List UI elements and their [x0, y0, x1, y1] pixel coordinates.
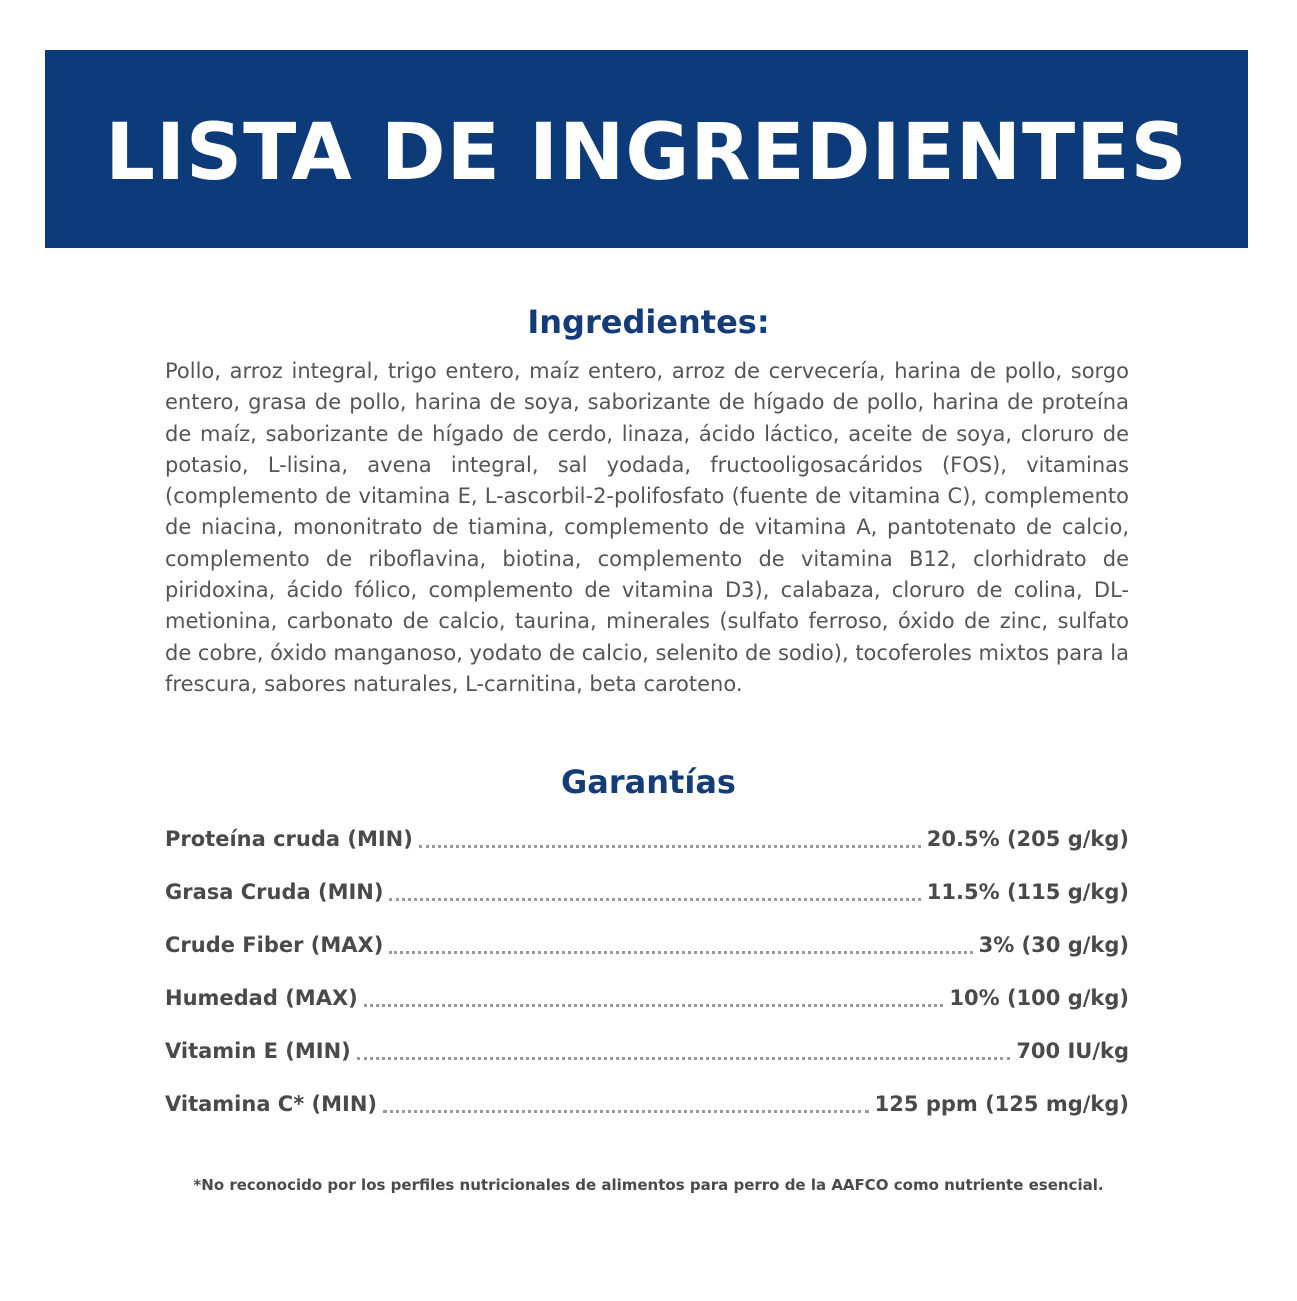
title-banner — [45, 50, 1248, 248]
guarantee-label: Vitamin E (MIN) — [165, 1039, 351, 1063]
guarantee-label: Vitamina C* (MIN) — [165, 1092, 377, 1116]
guarantee-label: Humedad (MAX) — [165, 986, 358, 1010]
dot-leader — [389, 874, 920, 901]
ingredients-list: Pollo, arroz integral, trigo entero, maíz entero, arroz de cervecería, harina de pollo, sorgo entero, grasa de pollo, harina de soya, saborizante de hígado de pollo, harina de proteína de maíz, saborizante de hígado de cerdo, linaza, ácido láctico, aceite de soya, cloruro de potasio, L-lisina, avena integral, sal yodada, fructooligosacáridos (FOS), vitaminas (complemento de vitamina E, L-ascorbil-2-polifosfato (fuente de vitamina C), complemento de niacina, mononitrato de tiamina, complemento de vitamina A, pantotenato de calcio, complemento de riboflavina, biotina, complemento de vitamina B12, clorhidrato de piridoxina, ácido fólico, complemento de vitamina D3), calabaza, cloruro de colina, DL-metionina, carbonato de calcio, taurina, minerales (sulfato ferroso, óxido de zinc, sulfato de cobre, óxido manganoso, yodato de calcio, selenito de sodio), tocoferoles mixtos para la frescura, sabores naturales, L-carnitina, beta caroteno. — [165, 359, 1129, 696]
ingredients-heading: Ingredientes: — [527, 303, 770, 341]
guarantee-row — [165, 980, 1129, 1033]
guarantee-row — [165, 874, 1129, 927]
dot-leader — [383, 1086, 869, 1113]
guarantee-row — [165, 1086, 1129, 1139]
guarantees-table — [165, 821, 1129, 1139]
footnote: *No reconocido por los perfiles nutricionales de alimentos para perro de la AAFCO como nutriente esencial. — [193, 1176, 1104, 1194]
guarantee-label: Proteína cruda (MIN) — [165, 827, 413, 851]
guarantee-row — [165, 821, 1129, 874]
guarantee-value: 10% (100 g/kg) — [949, 986, 1129, 1010]
guarantee-value: 3% (30 g/kg) — [978, 933, 1129, 957]
guarantee-label: Grasa Cruda (MIN) — [165, 880, 384, 904]
guarantee-value: 700 IU/kg — [1016, 1039, 1129, 1063]
dot-leader — [364, 980, 944, 1007]
dot-leader — [389, 927, 972, 954]
guarantee-label: Crude Fiber (MAX) — [165, 933, 384, 957]
guarantee-row — [165, 927, 1129, 980]
guarantees-heading: Garantías — [561, 763, 736, 801]
guarantee-row — [165, 1033, 1129, 1086]
guarantee-value: 11.5% (115 g/kg) — [926, 880, 1129, 904]
guarantee-value: 20.5% (205 g/kg) — [926, 827, 1129, 851]
guarantee-value: 125 ppm (125 mg/kg) — [874, 1092, 1129, 1116]
dot-leader — [357, 1033, 1011, 1060]
page-title: LISTA DE INGREDIENTES — [105, 108, 1188, 198]
dot-leader — [419, 821, 921, 848]
